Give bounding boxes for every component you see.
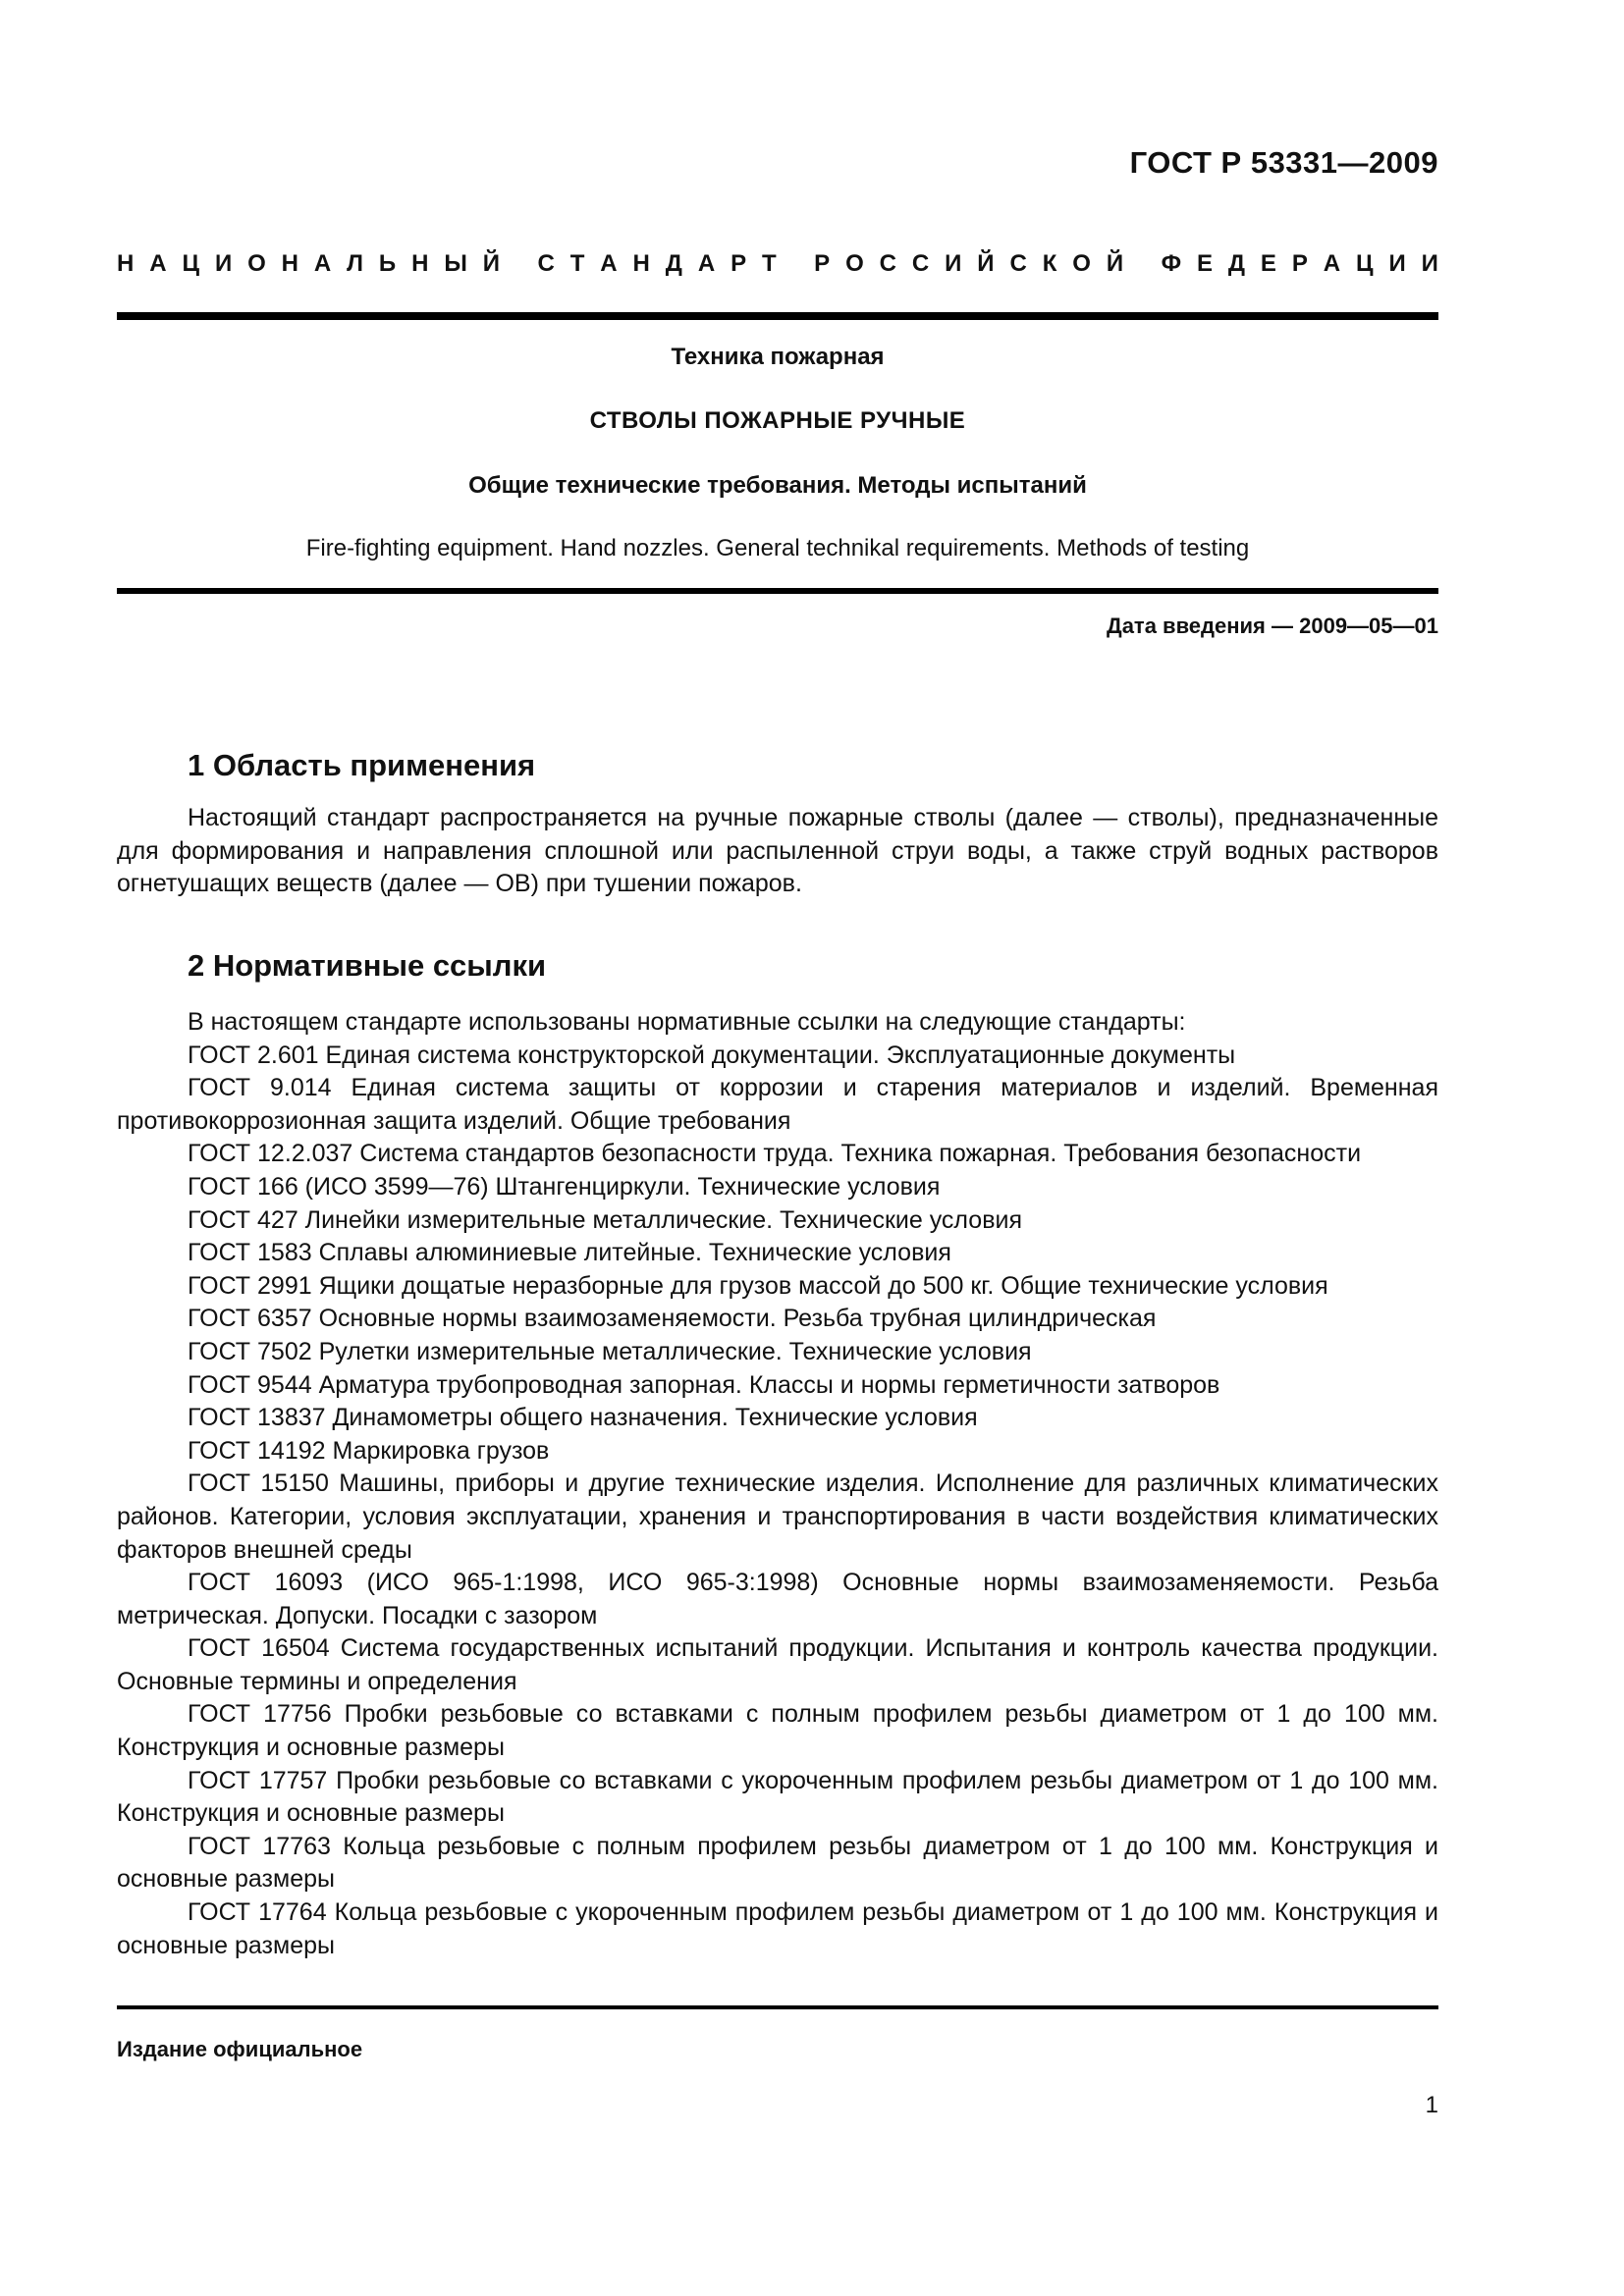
banner-word-gap [792, 250, 799, 278]
paragraph: В настоящем стандарте использованы нормативные ссылки на следующие стандарты: [188, 1008, 1186, 1036]
standard-title: СТВОЛЫ ПОЖАРНЫЕ РУЧНЫЕ [589, 407, 966, 434]
banner-letter: Ц [182, 250, 200, 277]
reference-item: ГОСТ 9544 Арматура трубопроводная запорная. Классы и нормы герметичности затворов [188, 1370, 1220, 1399]
national-standard-banner [117, 250, 1438, 278]
banner-letter: Л [347, 250, 364, 277]
reference-item: ГОСТ 14192 Маркировка грузов [188, 1436, 550, 1465]
banner-letter: С [879, 250, 896, 277]
banner-letter: Р [1291, 250, 1308, 277]
banner-letter: Й [482, 250, 500, 277]
banner-letter: А [149, 250, 167, 277]
reference-item: ГОСТ 16504 Система государственных испытаний продукции. Испытания и контроль качества продукции. Основные термины и определения [117, 1634, 1438, 1695]
banner-letter: И [945, 250, 962, 277]
reference-item: ГОСТ 1583 Сплавы алюминиевые литейные. Технические условия [188, 1239, 951, 1267]
reference-item: ГОСТ 17763 Кольца резьбовые с полным профилем резьбы диаметром от 1 до 100 мм. Конструкция и основные размеры [117, 1832, 1438, 1894]
banner-letter: И [214, 250, 233, 277]
banner-letter: С [1009, 250, 1027, 277]
reference-item: ГОСТ 13837 Динамометры общего назначения. Технические условия [188, 1404, 978, 1432]
banner-letter: Н [411, 250, 429, 277]
banner-letter: Р [814, 250, 831, 277]
banner-letter: Й [977, 250, 995, 277]
english-title: Fire-fighting equipment. Hand nozzles. General technikal requirements. Methods of testing [305, 535, 1250, 561]
banner-letter: А [697, 250, 716, 277]
footer-rule [117, 2005, 1438, 2009]
banner-letter: Ь [378, 250, 397, 277]
banner-letter: К [1042, 250, 1057, 277]
reference-item: ГОСТ 17756 Пробки резьбовые со вставками с полным профилем резьбы диаметром от 1 до 100 мм. Конструкция и основные размеры [117, 1700, 1438, 1762]
banner-letter: Т [569, 250, 585, 277]
reference-item: ГОСТ 7502 Рулетки измерительные металлические. Технические условия [188, 1337, 1032, 1365]
header-rule [117, 312, 1438, 320]
banner-letter: Й [1106, 250, 1124, 277]
standard-subtitle: Общие технические требования. Методы испытаний [468, 472, 1087, 499]
reference-item: ГОСТ 17757 Пробки резьбовые со вставками с укороченным профилем резьбы диаметром от 1 до 100 мм. Конструкция и основные размеры [117, 1766, 1438, 1828]
page-number: 1 [1425, 2092, 1438, 2118]
reference-item: ГОСТ 16093 (ИСО 965-1:1998, ИСО 965-3:1998) Основные нормы взаимозаменяемости. Резьба метрическая. Допуски. Посадки с зазором [117, 1569, 1438, 1629]
document-page [117, 0, 1438, 2296]
official-edition-label: Издание официальное [117, 2037, 363, 2061]
section-1-heading: 1 Область применения [188, 748, 536, 782]
banner-letter: А [1323, 250, 1341, 277]
title-rule [117, 588, 1438, 594]
banner-letter: О [1072, 250, 1091, 277]
reference-item: ГОСТ 12.2.037 Система стандартов безопасности труда. Техника пожарная. Требования безопасности [188, 1140, 1362, 1168]
standard-category: Техника пожарная [671, 344, 885, 370]
banner-word-gap [1139, 250, 1146, 278]
banner-letter: Р [731, 250, 747, 277]
document-code: ГОСТ Р 53331—2009 [1129, 145, 1438, 180]
introduction-date: Дата введения — 2009—05—01 [1107, 614, 1438, 638]
banner-letter: А [600, 250, 618, 277]
reference-item: ГОСТ 427 Линейки измерительные металлические. Технические условия [188, 1205, 1022, 1234]
banner-letter: О [845, 250, 864, 277]
banner-letter: Д [665, 250, 682, 277]
banner-letter: С [537, 250, 555, 277]
reference-item: ГОСТ 2991 Ящики дощатые неразборные для грузов массой до 500 кг. Общие технические условия [188, 1271, 1328, 1300]
banner-letter: Е [1260, 250, 1276, 277]
reference-item: ГОСТ 6357 Основные нормы взаимозаменяемости. Резьба трубная цилиндрическая [188, 1305, 1157, 1333]
reference-item: ГОСТ 2.601 Единая система конструкторской документации. Эксплуатационные документы [188, 1041, 1236, 1069]
banner-word-gap [515, 250, 522, 278]
banner-letter: Т [761, 250, 777, 277]
banner-letter: Е [1196, 250, 1213, 277]
reference-item: ГОСТ 17764 Кольца резьбовые с укороченным профилем резьбы диаметром от 1 до 100 мм. Конструкция и основные размеры [117, 1898, 1438, 1959]
banner-letter: Д [1227, 250, 1245, 277]
banner-letter: Н [117, 250, 135, 277]
banner-letter: И [1421, 250, 1438, 277]
reference-item: ГОСТ 166 (ИСО 3599—76) Штангенциркули. Технические условия [188, 1172, 941, 1201]
banner-letter: Н [281, 250, 299, 277]
banner-letter: С [911, 250, 930, 277]
banner-letter: А [313, 250, 332, 277]
banner-letter: О [247, 250, 266, 277]
reference-item: ГОСТ 15150 Машины, приборы и другие технические изделия. Исполнение для различных климатических районов. Категории, условия эксплуатации, хранения и транспортирования в части воздействия климатических факторов внешней среды [117, 1469, 1438, 1564]
banner-letter: Н [632, 250, 650, 277]
paragraph: Настоящий стандарт распространяется на ручные пожарные стволы (далее — стволы), предназначенные для формирования и направления сплошной или распыленной струи воды, а также струй водных растворов огнетушащих веществ (далее — ОВ) при тушении пожаров. [117, 804, 1438, 898]
banner-letter: Ц [1356, 250, 1374, 277]
reference-item: ГОСТ 9.014 Единая система защиты от коррозии и старения материалов и изделий. Временная противокоррозионная защита изделий. Общие требования [117, 1074, 1438, 1135]
banner-letter: Ф [1161, 250, 1182, 277]
section-2-heading: 2 Нормативные ссылки [188, 948, 547, 983]
banner-letter: И [1388, 250, 1406, 277]
section-2-body [117, 1006, 1438, 1962]
banner-letter: Ы [444, 250, 467, 277]
section-1-body [117, 802, 1438, 901]
